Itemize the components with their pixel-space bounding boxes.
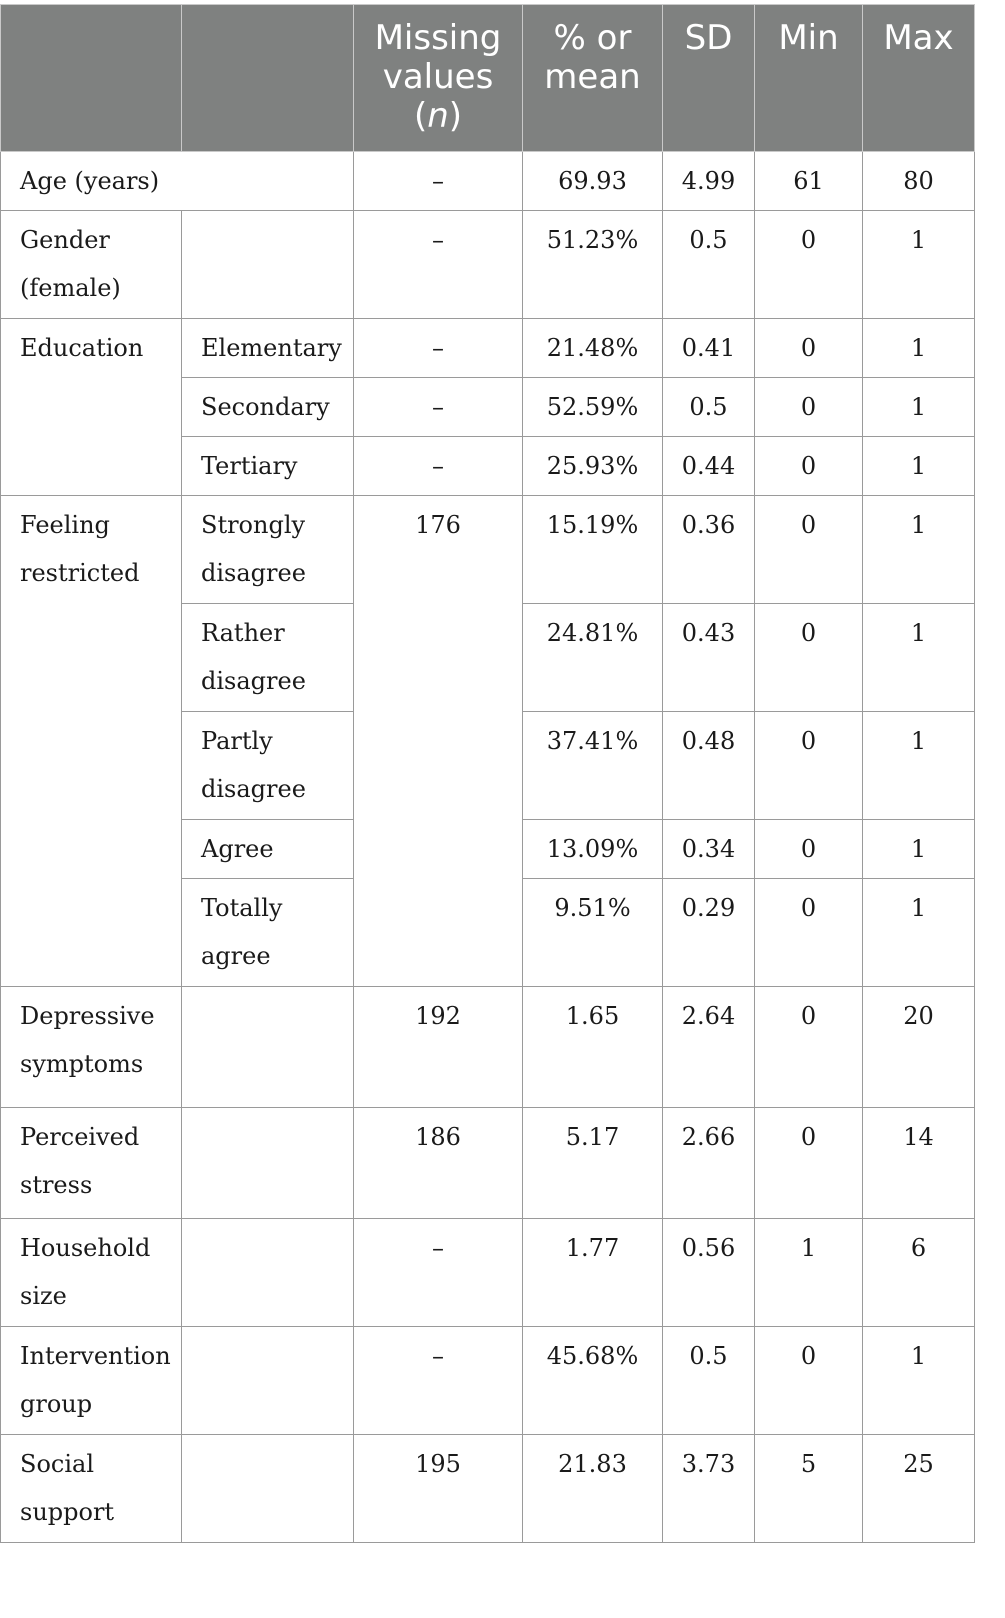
row-sublabel xyxy=(182,1219,354,1327)
sd-cell: 4.99 xyxy=(663,152,755,211)
table-row xyxy=(1,152,975,211)
header-min: Min xyxy=(755,5,863,152)
mean-cell: 1.65 xyxy=(523,987,663,1108)
sd-cell: 0.43 xyxy=(663,604,755,712)
sd-cell: 0.34 xyxy=(663,820,755,879)
max-cell: 1 xyxy=(863,211,975,319)
max-cell: 20 xyxy=(863,987,975,1108)
mean-cell: 15.19% xyxy=(523,496,663,604)
mean-cell: 69.93 xyxy=(523,152,663,211)
header-mean-line1: % or xyxy=(553,18,632,58)
table-row xyxy=(1,319,975,378)
row-sublabel xyxy=(182,211,354,319)
table-row xyxy=(1,211,975,319)
max-cell: 1 xyxy=(863,712,975,820)
max-cell: 25 xyxy=(863,1435,975,1543)
mean-cell: 52.59% xyxy=(523,378,663,437)
header-max: Max xyxy=(863,5,975,152)
header-variable xyxy=(1,5,182,152)
missing-cell: – xyxy=(354,1219,523,1327)
sd-cell: 0.44 xyxy=(663,437,755,496)
row-label: Social support xyxy=(1,1435,182,1543)
sd-cell: 0.29 xyxy=(663,879,755,987)
max-cell: 1 xyxy=(863,319,975,378)
row-sublabel: Secondary xyxy=(182,378,354,437)
header-missing-line1: Missing xyxy=(374,18,502,58)
mean-cell: 25.93% xyxy=(523,437,663,496)
sd-cell: 0.41 xyxy=(663,319,755,378)
mean-cell: 51.23% xyxy=(523,211,663,319)
sd-cell: 3.73 xyxy=(663,1435,755,1543)
missing-cell: 192 xyxy=(354,987,523,1108)
table-body xyxy=(1,152,975,1543)
max-cell: 14 xyxy=(863,1108,975,1219)
row-sublabel: Totally agree xyxy=(182,879,354,987)
mean-cell: 9.51% xyxy=(523,879,663,987)
min-cell: 0 xyxy=(755,987,863,1108)
row-label: Age (years) xyxy=(1,152,354,211)
min-cell: 0 xyxy=(755,712,863,820)
sd-cell: 0.5 xyxy=(663,1327,755,1435)
row-sublabel: Elementary xyxy=(182,319,354,378)
header-missing-line2: values xyxy=(382,57,494,97)
row-label: Perceived stress xyxy=(1,1108,182,1219)
min-cell: 5 xyxy=(755,1435,863,1543)
sd-cell: 0.36 xyxy=(663,496,755,604)
row-sublabel xyxy=(182,987,354,1108)
row-sublabel: Partly disagree xyxy=(182,712,354,820)
missing-cell: 176 xyxy=(354,496,523,987)
max-cell: 1 xyxy=(863,437,975,496)
min-cell: 0 xyxy=(755,1327,863,1435)
row-label: Intervention group xyxy=(1,1327,182,1435)
min-cell: 0 xyxy=(755,1108,863,1219)
row-sublabel xyxy=(182,1108,354,1219)
missing-cell: 186 xyxy=(354,1108,523,1219)
table-row xyxy=(1,1108,975,1219)
row-sublabel: Agree xyxy=(182,820,354,879)
sd-cell: 0.5 xyxy=(663,378,755,437)
max-cell: 6 xyxy=(863,1219,975,1327)
missing-cell: – xyxy=(354,437,523,496)
min-cell: 1 xyxy=(755,1219,863,1327)
descriptive-statistics-table xyxy=(0,4,975,1543)
header-missing-close: ) xyxy=(448,96,463,136)
mean-cell: 1.77 xyxy=(523,1219,663,1327)
row-sublabel: Strongly disagree xyxy=(182,496,354,604)
missing-cell: – xyxy=(354,152,523,211)
header-missing-open: ( xyxy=(413,96,428,136)
mean-cell: 21.83 xyxy=(523,1435,663,1543)
row-label: Gender (female) xyxy=(1,211,182,319)
missing-cell: – xyxy=(354,319,523,378)
max-cell: 1 xyxy=(863,378,975,437)
max-cell: 1 xyxy=(863,1327,975,1435)
missing-cell: – xyxy=(354,1327,523,1435)
max-cell: 1 xyxy=(863,496,975,604)
table-row xyxy=(1,496,975,604)
mean-cell: 21.48% xyxy=(523,319,663,378)
mean-cell: 45.68% xyxy=(523,1327,663,1435)
row-label: Education xyxy=(1,319,182,496)
max-cell: 1 xyxy=(863,879,975,987)
header-mean-line2: mean xyxy=(544,57,641,97)
row-sublabel: Rather disagree xyxy=(182,604,354,712)
missing-cell: – xyxy=(354,211,523,319)
min-cell: 0 xyxy=(755,879,863,987)
mean-cell: 24.81% xyxy=(523,604,663,712)
row-label: Household size xyxy=(1,1219,182,1327)
table-header xyxy=(1,5,975,152)
sd-cell: 2.66 xyxy=(663,1108,755,1219)
min-cell: 0 xyxy=(755,378,863,437)
table-row xyxy=(1,1219,975,1327)
row-sublabel xyxy=(182,1327,354,1435)
max-cell: 1 xyxy=(863,820,975,879)
row-sublabel xyxy=(182,1435,354,1543)
table-row xyxy=(1,987,975,1108)
missing-cell: – xyxy=(354,378,523,437)
sd-cell: 0.56 xyxy=(663,1219,755,1327)
min-cell: 0 xyxy=(755,820,863,879)
sd-cell: 0.48 xyxy=(663,712,755,820)
header-missing-n: n xyxy=(427,96,449,136)
min-cell: 0 xyxy=(755,319,863,378)
row-label: Depressive symptoms xyxy=(1,987,182,1108)
mean-cell: 13.09% xyxy=(523,820,663,879)
header-missing-values xyxy=(354,5,523,152)
header-category xyxy=(182,5,354,152)
header-row xyxy=(1,5,975,152)
row-label: Feeling restricted xyxy=(1,496,182,987)
sd-cell: 0.5 xyxy=(663,211,755,319)
missing-cell: 195 xyxy=(354,1435,523,1543)
table-row xyxy=(1,1435,975,1543)
min-cell: 0 xyxy=(755,604,863,712)
min-cell: 61 xyxy=(755,152,863,211)
row-sublabel: Tertiary xyxy=(182,437,354,496)
min-cell: 0 xyxy=(755,437,863,496)
header-percent-or-mean xyxy=(523,5,663,152)
mean-cell: 37.41% xyxy=(523,712,663,820)
max-cell: 80 xyxy=(863,152,975,211)
table-row xyxy=(1,1327,975,1435)
sd-cell: 2.64 xyxy=(663,987,755,1108)
min-cell: 0 xyxy=(755,211,863,319)
mean-cell: 5.17 xyxy=(523,1108,663,1219)
max-cell: 1 xyxy=(863,604,975,712)
min-cell: 0 xyxy=(755,496,863,604)
header-sd: SD xyxy=(663,5,755,152)
